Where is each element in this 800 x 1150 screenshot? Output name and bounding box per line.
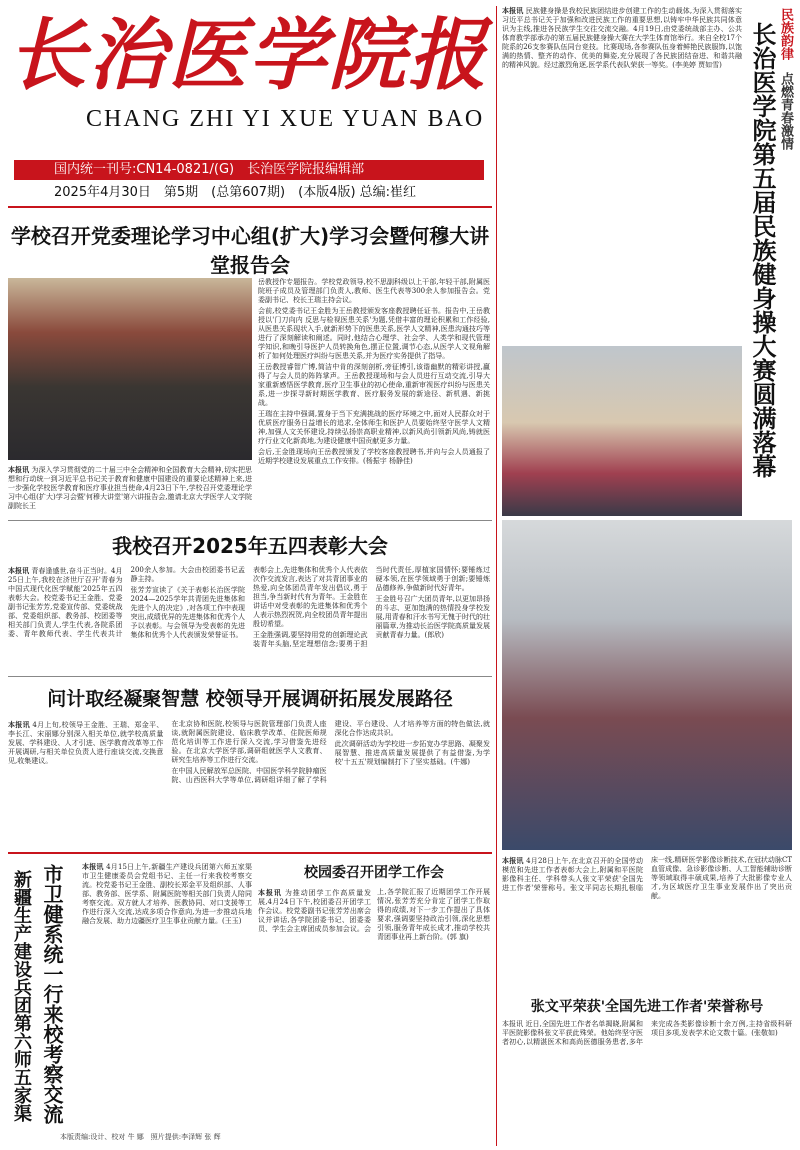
art7-vtitle: 长治医学院第五届民族健身操大赛圆满落幕 bbox=[748, 22, 776, 478]
art3-body: 本报讯 4月上旬,校领导王金胜、王瑞、郑金平、李长江、宋丽娜分别深入相关单位,就学校高质量发展、学科建设、人才引进、医学教育改革等工作开展调研,与相关单位负责人进行座谈交流,交换意见,收集建议。 在北京协和医院,校领导与医院管理部门负责人座谈,就附属医院建设、临床教学改革、住院医师规范化培训等工作进行深入交流,学习借鉴先进经验。在北京大学医学部,调研组就医学人文教育、研究生培养等工作进行交流。 在中国人民解放军总医院、中国医学科学院肿瘤医院、山西医科大学等单位,调研组详细了解了学科建设、平台建设、人才培养等方面的特色做法,就深化合作达成共识。 此次调研活动为学校进一步拓宽办学思路、凝聚发展智慧、推进高质量发展提供了有益借鉴,为学校'十五五'规划编制打下了坚实基础。(牛娜) bbox=[8, 720, 490, 784]
art1-caption: 本报讯 为深入学习贯彻党的二十届三中全会精神和全国教育大会精神,切实把思想和行动统一到习近平总书记关于教育和健康中国建设的重要论述精神上来,进一步强化学校医学教育和医疗事业担当使命,4月23日下午,学校召开党委理论学习中心组(扩大)学习会暨'何穆大讲堂'第六讲报告会,邀请北京大学医学人文学院副院长王 bbox=[8, 465, 253, 510]
art7-photo-1 bbox=[502, 346, 742, 516]
masthead-pinyin: CHANG ZHI YI XUE YUAN BAO bbox=[86, 106, 485, 132]
art2-body: 本报讯 青春逢盛世,奋斗正当时。4月25日上午,我校在济世厅召开'青春为中国式现代化医学赋能'2025年五四表彰大会。校党委书记王金胜、党委副书记张芳芳,党委宣传部、党委统战部、党委组织部、教务部、校团委等相关部门负责人,学生代表,各院系团委、青年教师代表、学生代表共计200余人参加。大会由校团委书记孟静主持。 张芳芳宣读了《关于表彰长治医学院2024—2025学年共青团先进集体和先进个人的决定》,对各项工作中表现突出,成绩优异的先进集体和优秀个人予以表彰。与会领导为受表彰的先进集体和优秀个人代表颁发荣誉证书。 表彰会上,先进集体和优秀个人代表依次作交流发言,表达了对共青团事业的热爱,向全体团员青年发出倡议,勇于担当,争当新时代有为青年。王金胜在讲话中对受表彰的先进集体和优秀个人表示热烈祝贺,向全校团员青年提出殷切希望。 王金胜强调,要坚持用党的创新理论武装青年头脑,坚定理想信念;要勇于担当时代责任,厚植家国情怀;要锤炼过硬本领,在医学领域勇于创新;要锤炼品德修养,争做新时代好青年。 王金胜号召广大团员青年,以更加昂扬的斗志、更加饱满的热情投身学校发展,用青春和汗水书写无愧于时代的壮丽篇章,为推动长治医学院高质量发展贡献青春力量。(郎欣) bbox=[8, 566, 490, 648]
art1-title: 学校召开党委理论学习中心组(扩大)学习会暨何穆大讲堂报告会 bbox=[10, 224, 490, 277]
art4-body: 本报讯 4月15日上午,新疆生产建设兵团第六师五家渠市卫生健康委员会党组书记、主任一行来我校考察交流。校党委书记王金胜、副校长郑金平及组织部、人事部、教务部、医学系、附属医院等相关部门负责人陪同考察交流。双方就人才培养、医教协同、对口支援等工作进行深入交流,达成多项合作意向,为进一步推动兵地融合发展、助力边疆医疗卫生事业贡献力量。(王玉) bbox=[82, 862, 252, 925]
art6-title: 张文平荣获'全国先进工作者'荣誉称号 bbox=[530, 999, 764, 1015]
art6-subtext: 本报讯 近日,全国先进工作者名单揭晓,附属和平医院影像科张文平获此殊荣。他始终坚守医者初心,以精湛医术和高尚医德服务患者,多年来完成各类影像诊断十余万例,主持省级科研项目多项,发表学术论文数十篇。(张敬如) bbox=[502, 1020, 792, 1046]
page-footer: 本版责编:设计、校对 牛 娜 照片提供:李泽辉 张 辉 bbox=[60, 1133, 221, 1141]
art7-side-top: 民族韵律 bbox=[778, 8, 793, 60]
art1-body: 岳教授作专题报告。学校党政领导,校不思副科级以上干部,年轻干部,附属医院班子成员及管理部门负责人,教师、医生代表等300余人参加报告会。党委副书记、校长王瑞主持会议。 会前,校党委书记王金胜为王岳教授颁发客座教授聘任证书。报告中,王岳教授以'门刀向内 反思与检视医患关系'为题,凭借丰富的理论积累和工作经验,从医患关系现状入手,就新形势下的医患关系,医学人文精神,医患沟通技巧等进行了深刻解读和阐述。同时,他结合心理学、社会学、人类学和现代管理学知识,和晚引导医护人员转换角色,摆正位置,调节心态,从医学人文视角解析了如何处理医疗纠纷与医患关系,并为医疗实务提供了指导。 王岳教授睿智广博,简洁中肯的深刻剖析,旁征博引,该谐幽默的精彩讲授,赢得了与会人员的阵阵掌声。王岳教授现场和与会人员进行互动交流,引导大家重新感悟医学教育,医疗卫生事业的初心使命,重新审视医疗纠纷与医患关系,进一步探寻新时期医学教育、医疗服务发展的新途径、新机遇、新挑战。 王瑞在主持中强调,置身于当下充满挑战的医疗环境之中,面对人民群众对于优质医疗服务日益增长的追求,全体师生和医护人员要始终坚守医学人文精神,加强人文关怀建设,持续弘扬崇高职业精神,以新风尚引领新风尚,铸就医疗行业文化新高地,为建设健康中国贡献更多力量。 会后,王金胜现场向王岳教授颁发了学校客座教授聘书,并向与会人员通报了近期学校建设发展重点工作安排。(杨振宇 杨静佳) bbox=[258, 278, 490, 465]
art5-body: 本报讯 为推动团学工作高质量发展,4月24日下午,校团委召开团学工作会议。校党委副书记张芳芳出席会议并讲话,各学院团委书记、团委委员、学生会主席团成员参加会议。会上,各学院汇报了近期团学工作开展情况,张芳芳充分肯定了团学工作取得的成绩,对下一步工作提出了具体要求,强调要坚持政治引领,深化思想引领,服务青年成长成才,推动学校共青团事业再上新台阶。(郭 旗) bbox=[258, 888, 490, 941]
art7-photo-2 bbox=[502, 520, 792, 850]
art7-side-bottom: 点燃青春激情 bbox=[778, 72, 793, 150]
art2-title: 我校召开2025年五四表彰大会 bbox=[112, 534, 388, 558]
art5-title: 校园委召开团学工作会 bbox=[304, 865, 444, 881]
art3-title: 问计取经凝聚智慧 校领导开展调研拓展发展路径 bbox=[47, 688, 453, 710]
art4-vtitle-2: 新疆生产建设兵团第六师五家渠 bbox=[11, 870, 32, 1122]
issue-info: 2025年4月30日 第5期 (总第607期) (本版4版) 总编:崔红 bbox=[54, 185, 417, 200]
art6-body: 本报讯 4月28日上午,在北京召开的全国劳动模范和先进工作者表彰大会上,附属和平医院影像科主任、学科带头人张文平荣获'全国先进工作者'荣誉称号。张文平同志长期扎根临床一线,精研医学影像诊断技术,在冠状动脉CT血管成像、急诊影像诊断、人工智能辅助诊断等领域取得丰硕成果,培养了大批影像专业人才,为区域医疗卫生事业发展作出了突出贡献。 bbox=[502, 856, 792, 900]
masthead bbox=[8, 6, 490, 134]
art4-vtitle-1: 市卫健系统一行来校考察交流 bbox=[40, 864, 64, 1124]
issn-bar: 国内统一刊号:CN14-0821/(G) 长治医学院报编辑部 bbox=[14, 160, 484, 180]
art7-body: 本报讯 民族健身操是我校民族团结进步创建工作的生动载体,为深入贯彻落实习近平总书记关于加强和改进民族工作的重要思想,以铸牢中华民族共同体意识为主线,推进各民族学生交往交流交融。4月19日,由党委统战部主办、公共体育教学部承办的第五届民族健身操大赛在大学生体育馆举行。来自全校17个院系的26支参赛队伍同台竞技。比赛现场,各参赛队伍身着鲜艳民族服饰,以饱满的热情、整齐的动作、优美的舞姿,充分展现了各民族团结奋进、和谐共融的精神风貌。经过激烈角逐,医学系代表队荣获一等奖。(李美婷 贾如雪) bbox=[502, 6, 742, 69]
art1-photo bbox=[8, 278, 252, 460]
masthead-title: 长治医学院报 bbox=[8, 10, 489, 101]
